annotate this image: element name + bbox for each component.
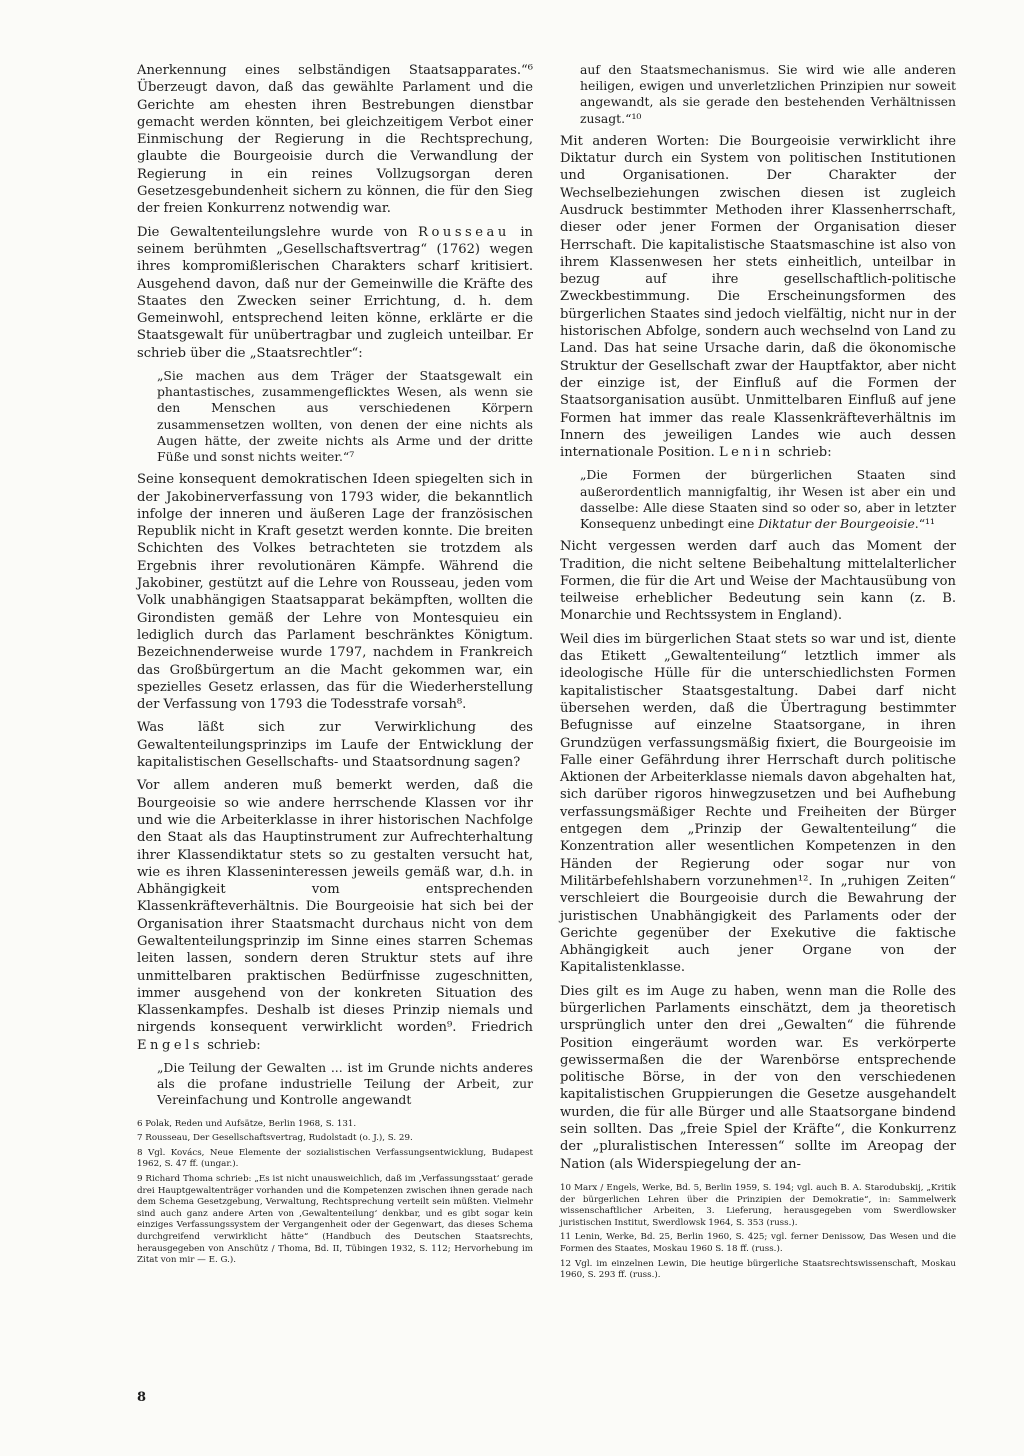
right-column [560, 62, 956, 1285]
footnotes [560, 1183, 956, 1282]
author-name: Engels [137, 1037, 204, 1053]
block-quote: „Sie machen aus dem Träger der Staatsgewalt ein phantastisches, zusammengeflicktes Wesen, als wenn sie den Menschen aus verschiedenen Körpern zusammensetzen wollten, von denen der eine nichts als Augen hätte, der zweite nichts als Arme und der dritte Füße und sonst nichts weiter.“⁷ [157, 368, 533, 465]
block-quote-continued: auf den Staatsmechanismus. Sie wird wie alle anderen heiligen, ewigen und unverletzlichen Prinzipien nur soweit angewandt, als sie gerade den bestehenden Verhältnissen zusagt.“¹⁰ [580, 62, 956, 126]
page-number: 8 [137, 1390, 147, 1405]
paragraph: Nicht vergessen werden darf auch das Moment der Tradition, die nicht seltene Beibehaltung mittelalterlicher Formen, die für die Art und Weise der Machtausübung von teilweise erheblicher Bedeutung sein kann (z. B. Monarchie und Rechtssystem in England). [560, 539, 956, 624]
paragraph: Weil dies im bürgerlichen Staat stets so war und ist, diente das Etikett „Gewaltenteilung“ letztlich immer als ideologische Hülle für die unterschiedlichsten Formen kapitalistischer Staatsgestaltung. Dabei darf nicht übersehen werden, daß die Übertragung bestimmter Befugnisse auf einzelne Staatsorgane, in ihren Grundzügen verfassungsmäßig fixiert, die Bourgeoisie im Falle einer Gefährdung ihrer Herrschaft durch politische Aktionen der Arbeiterklasse niemals davon abgehalten hat, sich darüber rigoros hinwegzusetzen und bei Aufhebung verfassungsmäßiger Rechte und Freiheiten der Bürger entgegen dem „Prinzip der Gewaltenteilung“ die Konzentration aller wesentlichen Kompetenzen in den Händen der Regierung oder sogar nur von Militärbefehlshabern vorzunehmen¹². In „ruhigen Zeiten“ verschleiert die Bourgeoisie durch die Bewahrung der juristischen Unabhängigkeit des Parlaments oder der Gerichte gegenüber der Exekutive die faktische Abhängigkeit auch jener Organe von der Kapitalistenklasse. [560, 631, 956, 976]
paragraph: Anerkennung eines selbständigen Staatsapparates.“⁶ Überzeugt davon, daß das gewählte Parlament und die Gerichte am ehesten ihren Bestrebungen dienstbar gemacht werden könnten, bei gleichzeitigem Verbot einer Einmischung der Regierung in die Rechtsprechung, glaubte die Bourgeoisie durch die Verwandlung der Regierung in ein reines Vollzugsorgan deren Gesetzesgebundenheit sichern zu können, die für den Sieg der freien Konkurrenz notwendig war. [137, 63, 533, 217]
left-column [137, 62, 533, 1270]
paragraph: Dies gilt es im Auge zu haben, wenn man die Rolle des bürgerlichen Parlaments einschätzt, dem ja theoretisch ursprünglich unter den drei „Gewalten“ die führende Position eingeräumt worden war. Es verkörperte gewissermaßen die der Warenbörse entsprechende politische Börse, in der von den verschiedenen kapitalistischen Gruppierungen die Gesetze ausgehandelt wurden, die für alle Bürger und alle Staatsorgane bindend sein sollten. Das „freie Spiel der Kräfte“, die Konkurrenz der „pluralistischen Interessen“ sollte im Areopag der Nation (als Widerspiegelung der an- [560, 983, 956, 1172]
footnote: 8 Vgl. Kovács, Neue Elemente der sozialistischen Verfassungsentwicklung, Budapest 1962, S. 47 ff. (ungar.). [137, 1147, 533, 1170]
block-quote: „Die Formen der bürgerlichen Staaten sind außerordentlich mannigfaltig, ihr Wesen ist aber ein und dasselbe: Alle diese Staaten sind so oder so, aber in letzter Konsequenz unbedingt eine Diktatur der Bourgeoisie.“¹¹ [580, 467, 956, 532]
footnote: 9 Richard Thoma schrieb: „Es ist nicht unausweichlich, daß im ‚Verfassungsstaat‘ gerade drei Hauptgewaltenträger vorhanden und die Kompetenzen zwischen ihnen gerade nach dem Schema Gesetzgebung, Verwaltung, Rechtsprechung verteilt sein müßten. Vielmehr sind auch ganz andere Arten von ‚Gewaltenteilung‘ denkbar, und es gibt sogar kein einziges Verfassungssystem der Vergangenheit oder der Gegenwart, das dieses Schema durchgreifend verwirklicht hätte“ (Handbuch des Deutschen Staatsrechts, herausgegeben von Anschütz / Thoma, Bd. II, Tübingen 1932, S. 112; Hervorhebung im Zitat von mir — E. G.). [137, 1174, 533, 1266]
author-name: Rousseau [418, 224, 510, 240]
paragraph: Die Gewaltenteilungslehre wurde von Rousseau in seinem berühmten „Gesellschaftsvertrag“ (1762) wegen ihres kompromißlerischen Charakters scharf kritisiert. Ausgehend davon, daß nur der Gemeinwille die Kräfte des Staates den Zwecken seiner Errichtung, d. h. dem Gemeinwohl, entsprechend leiten könne, erklärte er die Staatsgewalt für unübertragbar und zugleich unteilbar. Er schrieb über die „Staatsrechtler“: [137, 224, 533, 361]
paragraph: Seine konsequent demokratischen Ideen spiegelten sich in der Jakobinerverfassung von 1793 wider, die bekanntlich infolge der inneren und äußeren Lage der französischen Republik nicht in Kraft gesetzt werden konnte. Die breiten Schichten des Volkes betrachteten sie trotzdem als Ergebnis ihrer revolutionären Kämpfe. Während die Jakobiner, gestützt auf die Lehre von Rousseau, jeden vom Volk unabhängigen Staatsapparat bekämpften, wollten die Girondisten gemäß der Lehre von Montesquieu ein lediglich durch das Parlament beschränktes Königtum. Bezeichnenderweise wurde 1797, nachdem in Frankreich das Großbürgertum an die Macht gekommen war, ein spezielles Gesetz erlassen, das für die Wiederherstellung der Verfassung von 1793 die Todesstrafe vorsah⁸. [137, 472, 533, 713]
paragraph: Was läßt sich zur Verwirklichung des Gewaltenteilungsprinzips im Laufe der Entwicklung der kapitalistischen Gesellschafts- und Staatsordnung sagen? [137, 720, 533, 771]
footnote: 11 Lenin, Werke, Bd. 25, Berlin 1960, S. 425; vgl. ferner Denissow, Das Wesen und die Formen des Staates, Moskau 1960 S. 18 ff. (russ.). [560, 1232, 956, 1254]
footnotes [137, 1119, 533, 1267]
footnote: 7 Rousseau, Der Gesellschaftsvertrag, Rudolstadt (o. J.), S. 29. [137, 1133, 413, 1144]
footnote: 12 Vgl. im einzelnen Lewin, Die heutige bürgerliche Staatsrechtswissenschaft, Moskau 1960, S. 293 ff. (russ.). [560, 1258, 956, 1281]
footnote: 6 Polak, Reden und Aufsätze, Berlin 1968, S. 131. [137, 1118, 357, 1129]
paragraph: Vor allem anderen muß bemerkt werden, daß die Bourgeoisie so wie andere herrschende Klassen vor ihr und wie die Arbeiterklasse in ihrer historischen Nachfolge den Staat als das Hauptinstrument zur Aufrechterhaltung ihrer Klassendiktatur stets so zu gestalten versucht hat, wie es ihren Klasseninteressen jeweils gemäß war, d.h. in Abhängigkeit vom entsprechenden Klassenkräfteverhältnis. Die Bourgeoisie hat sich bei der Organisation ihrer Staatsmacht durchaus nicht von dem Gewaltenteilungsprinzip im Sinne eines starren Schemas leiten lassen, sondern deren Struktur stets auf ihre unmittelbaren praktischen Bedürfnisse zugeschnitten, immer ausgehend von der konkreten Situation des Klassenkampfes. Deshalb ist dieses Prinzip niemals und nirgends konsequent verwirklicht worden⁹. Friedrich Engels schrieb: [137, 778, 533, 1053]
paragraph: Mit anderen Worten: Die Bourgeoisie verwirklicht ihre Diktatur durch ein System von politischen Institutionen und Organisationen. Der Charakter der Wechselbeziehungen zwischen diesen ist zugleich Ausdruck bestimmter Methoden ihrer Klassenherrschaft, dieser oder jener Formen der Organisation dieser Herrschaft. Die kapitalistische Staatsmaschine ist also von ihrem Klassenwesen her stets einheitlich, unteilbar in bezug auf ihre gesellschaftlich-politische Zweckbestimmung. Die Erscheinungsformen des bürgerlichen Staates sind jedoch vielfältig, nicht nur in der historischen Abfolge, sondern auch wechselnd von Land zu Land. Das hat seine Ursache darin, daß die ökonomische Struktur der Gesellschaft zwar der Hauptfaktor, aber nicht der einzige ist, der Einfluß auf die Formen der Staatsorganisation ausübt. Unmittelbaren Einfluß auf jene Formen hat immer das reale Klassenkräfteverhältnis im Innern des jeweiligen Landes wie auch dessen internationale Position. Lenin schrieb: [560, 133, 956, 461]
emphasis: Diktatur der Bourgeoisie [758, 516, 915, 532]
block-quote: „Die Teilung der Gewalten ... ist im Grunde nichts anderes als die profane industrielle Teilung der Arbeit, zur Vereinfachung und Kontrolle angewandt [157, 1060, 533, 1108]
footnote: 10 Marx / Engels, Werke, Bd. 5, Berlin 1959, S. 194; vgl. auch B. A. Starodubskij, „Kritik der bürgerlichen Lehren über die Prinzipien der Demokratie“, in: Sammelwerk wissenschaftlicher Arbeiten, 3. Lieferung, herausgegeben vom Swerdlowsker juristischen Institut, Swerdlowsk 1964, S. 353 (russ.). [560, 1182, 956, 1228]
author-name: Lenin [718, 445, 774, 461]
